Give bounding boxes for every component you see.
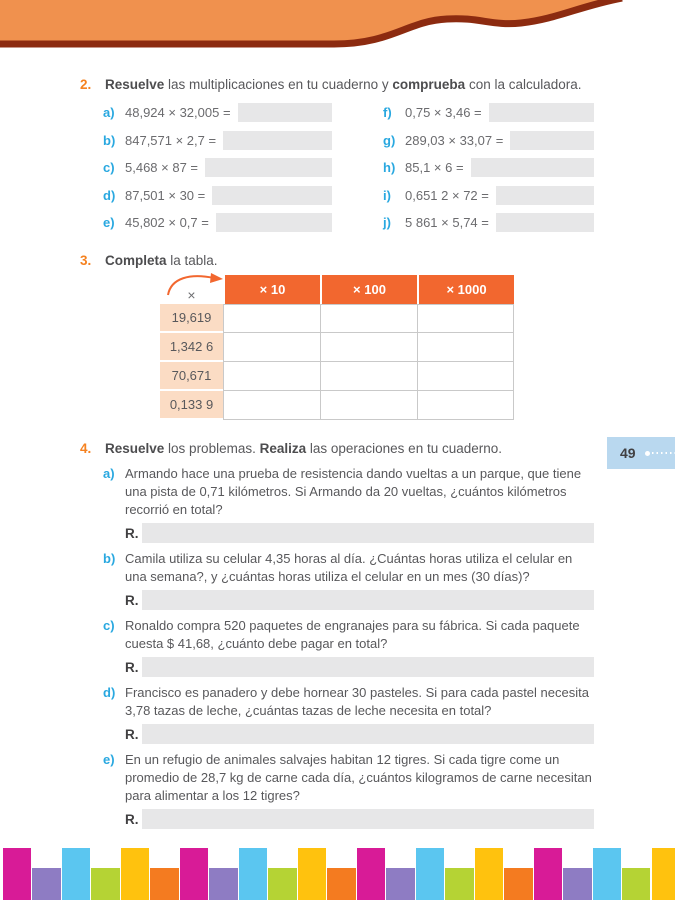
table-row [160,362,675,391]
table-empty-cell[interactable] [320,304,417,333]
item-letter: g) [383,132,396,148]
table-row [160,333,675,362]
answer-box[interactable] [205,158,332,177]
table-empty-cell[interactable] [223,391,320,420]
exercise3-number: 3. [80,253,92,268]
answer-box[interactable] [496,213,594,232]
problem-text: Francisco es panadero y debe hornear 30 pasteles. Si para cada pastel necesita 3,78 tazas de leche, ¿cuántas tazas de leche necesita en total? [125,685,589,718]
answer-box[interactable] [238,103,332,122]
mult-item-i [383,186,594,205]
footer-bar-cyan [416,848,444,900]
footer-bar-green [445,868,473,900]
problem-e [103,751,594,805]
answer-row [125,523,594,543]
page-number-badge [607,437,675,469]
table-empty-cell[interactable] [417,391,514,420]
footer-bar-yellow [475,848,503,900]
answer-box[interactable] [212,186,332,205]
table-row-value: 0,133 9 [160,391,223,420]
footer-bar-purple [386,868,414,900]
footer-bar-cyan [239,848,267,900]
problem-c [103,617,594,653]
exercise2-number: 2. [80,77,92,92]
item-expression: 45,802 × 0,7 = [125,215,209,230]
table-row [160,304,675,333]
item-expression: 0,651 2 × 72 = [405,187,489,203]
table-empty-cell[interactable] [320,362,417,391]
exercise3-heading [80,252,675,270]
answer-label: R. [125,726,139,742]
answer-box[interactable] [142,523,594,543]
exercise3-instruction: Completa la tabla. [105,253,218,268]
answer-row [125,590,594,610]
table-row [160,391,675,420]
table-header-x100: × 100 [320,275,417,304]
table-header-row [160,275,675,304]
problem-letter: a) [103,466,115,481]
footer-bar-orange [504,868,532,900]
footer-bar-green [622,868,650,900]
answer-box[interactable] [142,657,594,677]
footer-bar-yellow [298,848,326,900]
item-expression: 847,571 × 2,7 = [125,132,217,148]
mult-item-c [103,158,332,177]
footer-bar-magenta [180,848,208,900]
footer-bar-cyan [62,848,90,900]
item-expression: 289,03 × 33,07 = [405,132,504,148]
item-expression: 0,75 × 3,46 = [405,105,482,120]
table-empty-cell[interactable] [223,333,320,362]
footer-bar-purple [209,868,237,900]
badge-dotted-line [652,452,675,454]
footer-bar-purple [563,868,591,900]
answer-box[interactable] [471,158,594,177]
table-arrow-icon [162,269,228,297]
problem-letter: e) [103,752,115,767]
item-letter: c) [103,160,115,175]
answer-box[interactable] [142,809,594,829]
answer-label: R. [125,592,139,608]
mult-item-h [383,158,594,177]
problem-letter: d) [103,685,116,700]
multiplication-table [160,275,675,420]
mult-item-f [383,103,594,122]
table-header-x10: × 10 [223,275,320,304]
answer-row [125,657,594,677]
problem-text: Camila utiliza su celular 4,35 horas al día. ¿Cuántas horas utiliza el celular en una semana?, y ¿cuántas horas utiliza el celular en un mes (30 días)? [125,551,573,584]
table-empty-cell[interactable] [223,362,320,391]
problem-letter: b) [103,551,116,566]
problem-letter: c) [103,618,115,633]
badge-dot [645,451,650,456]
item-letter: d) [103,187,116,203]
answer-box[interactable] [510,131,594,150]
answer-box[interactable] [142,590,594,610]
mult-item-b [103,131,332,150]
item-letter: f) [383,105,392,120]
problem-text: En un refugio de animales salvajes habitan 12 tigres. Si cada tigre come un promedio de 28,7 kg de carne cada día, ¿cuántos kilogramos de carne necesitan para alimentar a los 12 tigres? [125,752,592,803]
exercise4-problems [103,465,594,829]
footer-bar-yellow [652,848,675,900]
footer-bar-orange [150,868,178,900]
mult-item-g [383,131,594,150]
item-letter: h) [383,160,396,175]
item-letter: b) [103,132,116,148]
footer-bar-yellow [121,848,149,900]
answer-label: R. [125,811,139,827]
footer-bar-orange [327,868,355,900]
item-expression: 48,924 × 32,005 = [125,105,231,120]
answer-row [125,809,594,829]
footer-bar-green [91,868,119,900]
page-number: 49 [620,445,636,461]
answer-label: R. [125,659,139,675]
footer-bars [0,848,675,900]
answer-row [125,724,594,744]
table-row-value: 19,619 [160,304,223,333]
footer-bar-magenta [357,848,385,900]
footer-bar-cyan [593,848,621,900]
exercise4-heading [80,440,675,458]
exercise4-number: 4. [80,441,92,456]
mult-item-a [103,103,332,122]
item-expression: 87,501 × 30 = [125,187,206,203]
item-expression: 85,1 × 6 = [405,160,464,175]
problem-text: Armando hace una prueba de resistencia dando vueltas a un parque, que tiene una pista de 0,71 kilómetros. Si Armando da 20 vueltas, ¿cuántos kilómetros recorrió en total? [125,466,582,517]
answer-box[interactable] [216,213,332,232]
footer-bar-magenta [534,848,562,900]
table-empty-cell[interactable] [320,391,417,420]
table-corner-cell [160,275,223,304]
exercise4-instruction: Resuelve los problemas. Realiza las operaciones en tu cuaderno. [105,441,503,456]
answer-box[interactable] [142,724,594,744]
footer-bar-green [268,868,296,900]
problem-b [103,550,594,586]
item-letter: i) [383,187,391,203]
table-empty-cell[interactable] [417,333,514,362]
mult-item-j [383,213,594,232]
table-corner-symbol: × [187,287,196,303]
problem-d [103,684,594,720]
item-expression: 5,468 × 87 = [125,160,199,175]
item-letter: a) [103,105,115,120]
table-empty-cell[interactable] [223,304,320,333]
problem-text: Ronaldo compra 520 paquetes de engranajes para su fábrica. Si cada paquete cuesta $ 41,68, ¿cuánto debe pagar en total? [125,618,580,651]
table-header-x1000: × 1000 [417,275,514,304]
exercise2-heading [80,76,675,94]
footer-bar-magenta [3,848,31,900]
mult-item-d [103,186,332,205]
table-row-value: 70,671 [160,362,223,391]
exercise2-items [103,103,594,232]
answer-box[interactable] [223,131,332,150]
mult-item-e [103,213,332,232]
table-empty-cell[interactable] [417,304,514,333]
answer-box[interactable] [489,103,594,122]
item-letter: e) [103,215,115,230]
table-empty-cell[interactable] [417,362,514,391]
answer-box[interactable] [496,186,594,205]
table-empty-cell[interactable] [320,333,417,362]
footer-bar-purple [32,868,60,900]
item-expression: 5 861 × 5,74 = [405,215,489,230]
table-row-value: 1,342 6 [160,333,223,362]
answer-label: R. [125,525,139,541]
exercise2-instruction: Resuelve las multiplicaciones en tu cuaderno y comprueba con la calculadora. [105,77,582,92]
item-letter: j) [383,215,391,230]
problem-a [103,465,594,519]
